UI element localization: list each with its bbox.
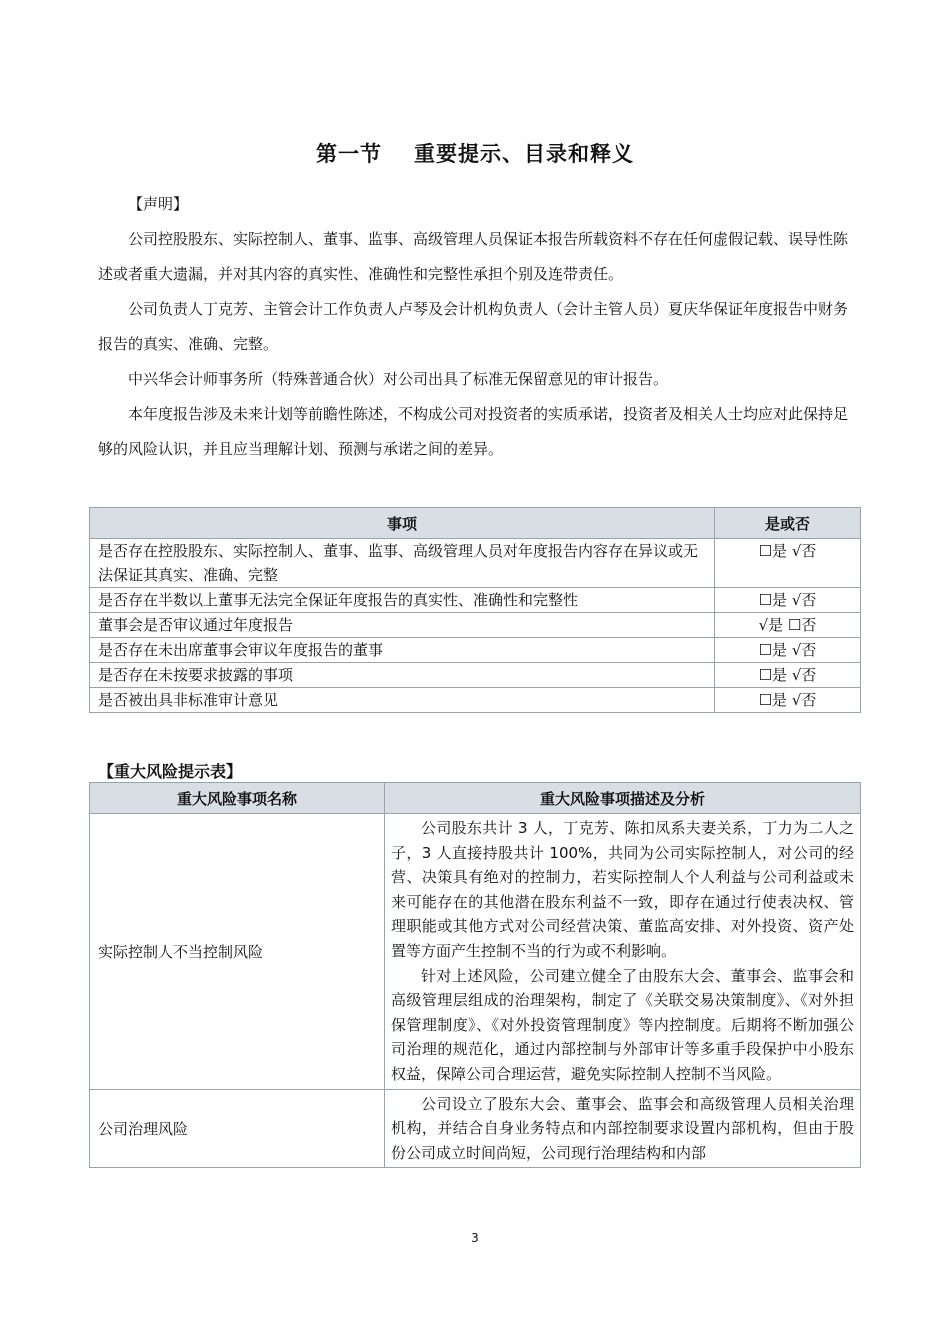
table-row — [90, 1089, 861, 1168]
risk-table — [89, 782, 861, 1168]
table-row — [90, 688, 861, 713]
risk-description — [385, 1089, 861, 1168]
table-row — [90, 588, 861, 613]
risk-paragraph: 公司股东共计 3 人，丁克芳、陈扣凤系夫妻关系，丁力为二人之子，3 人直接持股共计 100%，共同为公司实际控制人，对公司的经营、决策具有绝对的控制力，若实际控制人个人利益与公司利益或未来可能存在的其他潜在股东利益不一致，即存在通过行使表决权、管理职能或其他方式对公司经营决策、董监高安排、对外投资、资产处置等方面产生控制不当的行为或不利影响。 — [391, 819, 854, 960]
table-row — [90, 663, 861, 688]
section-number: 第一节 — [316, 142, 382, 166]
table-row — [90, 638, 861, 663]
checkbox-cell: ☐是 √否 — [715, 638, 861, 663]
paragraph: 公司负责人丁克芳、主管会计工作负责人卢琴及会计机构负责人（会计主管人员）夏庆华保证年度报告中财务报告的真实、准确、完整。 — [98, 300, 849, 353]
risk-paragraph: 针对上述风险，公司建立健全了由股东大会、董事会、监事会和高级管理层组成的治理架构，制定了《关联交易决策制度》、《对外担保管理制度》、《对外投资管理制度》等内控制度。后期将不断加强公司治理的规范化，通过内部控制与外部审计等多重手段保护中小股东权益，保障公司合理运营，避免实际控制人控制不当风险。 — [391, 966, 854, 1083]
paragraph: 中兴华会计师事务所（特殊普通合伙）对公司出具了标准无保留意见的审计报告。 — [128, 370, 669, 388]
page-number: 3 — [471, 1231, 479, 1245]
declaration-label: 【声明】 — [128, 195, 189, 213]
paragraph: 本年度报告涉及未来计划等前瞻性陈述，不构成公司对投资者的实质承诺，投资者及相关人士均应对此保持足够的风险认识，并且应当理解计划、预测与承诺之间的差异。 — [98, 405, 849, 458]
risk-section-heading: 【重大风险提示表】 — [98, 762, 243, 781]
table-header: 重大风险事项名称 — [90, 783, 385, 814]
table-cell: 董事会是否审议通过年度报告 — [90, 613, 715, 638]
confirm-table — [89, 507, 861, 713]
risk-description — [385, 814, 861, 1090]
checkbox-cell: ☐是 √否 — [715, 588, 861, 613]
checkbox-cell: ☐是 √否 — [715, 663, 861, 688]
table-row — [90, 613, 861, 638]
table-header: 重大风险事项描述及分析 — [385, 783, 861, 814]
checkbox-cell: √是 ☐否 — [715, 613, 861, 638]
table-cell: 是否存在未按要求披露的事项 — [90, 663, 715, 688]
declaration-paragraphs — [98, 222, 858, 467]
table-header: 事项 — [90, 508, 715, 539]
table-cell: 是否存在未出席董事会审议年度报告的董事 — [90, 638, 715, 663]
table-cell: 是否存在半数以上董事无法完全保证年度报告的真实性、准确性和完整性 — [90, 588, 715, 613]
risk-name: 公司治理风险 — [90, 1089, 385, 1168]
paragraph: 公司控股股东、实际控制人、董事、监事、高级管理人员保证本报告所载资料不存在任何虚假记载、误导性陈述或者重大遗漏，并对其内容的真实性、准确性和完整性承担个别及连带责任。 — [98, 230, 849, 283]
risk-name: 实际控制人不当控制风险 — [90, 814, 385, 1090]
table-cell: 是否存在控股股东、实际控制人、董事、监事、高级管理人员对年度报告内容存在异议或无法保证其真实、准确、完整 — [90, 539, 715, 588]
table-row — [90, 814, 861, 1090]
table-cell: 是否被出具非标准审计意见 — [90, 688, 715, 713]
checkbox-cell: ☐是 √否 — [715, 688, 861, 713]
section-name: 重要提示、目录和释义 — [414, 142, 634, 166]
risk-paragraph: 公司设立了股东大会、董事会、监事会和高级管理人员相关治理机构，并结合自身业务特点和内部控制要求设置内部机构，但由于股份公司成立时间尚短，公司现行治理结构和内部 — [391, 1094, 854, 1162]
table-header: 是或否 — [715, 508, 861, 539]
checkbox-cell: ☐是 √否 — [715, 539, 861, 588]
table-row — [90, 539, 861, 588]
section-title — [0, 138, 950, 168]
